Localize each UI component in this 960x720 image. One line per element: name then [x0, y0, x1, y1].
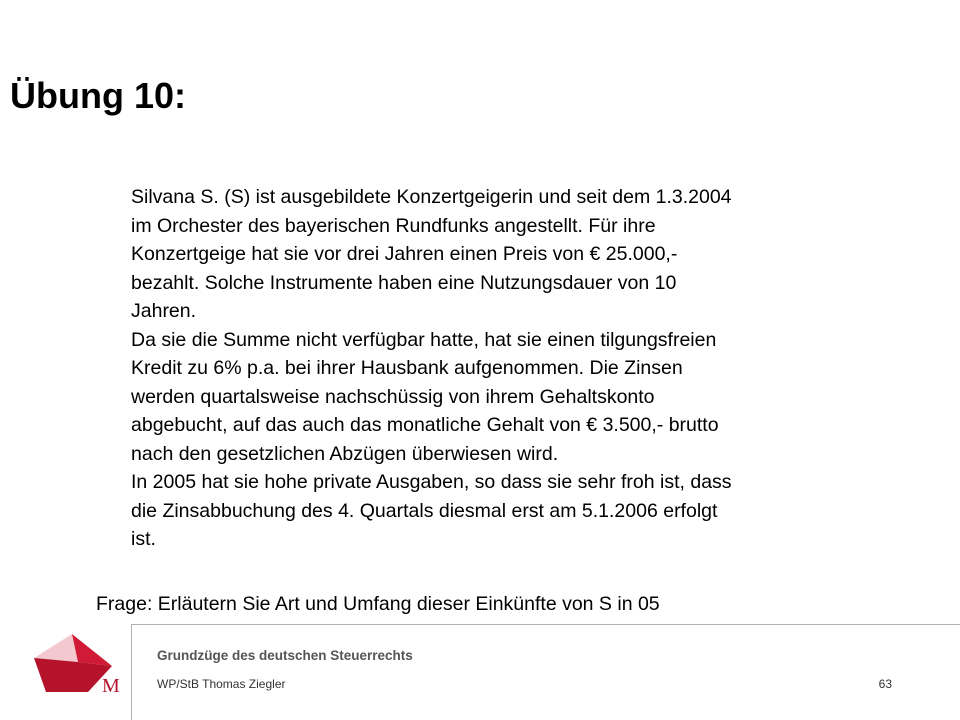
text-line: die Zinsabbuchung des 4. Quartals diesmal erst am 5.1.2006 erfolgt [131, 499, 718, 522]
question-text: Frage: Erläutern Sie Art und Umfang dieser Einkünfte von S in 05 [96, 593, 660, 615]
logo-red-facet [72, 634, 112, 666]
footer-divider-vertical [131, 624, 132, 720]
logo-light-facet [34, 634, 78, 662]
text-line: In 2005 hat sie hohe private Ausgaben, so dass sie sehr froh ist, dass [131, 471, 732, 493]
footer-course-title: Grundzüge des deutschen Steuerrechts [157, 648, 413, 663]
text-line: Konzertgeige hat sie vor drei Jahren einen Preis von € 25.000,- [131, 243, 678, 265]
text-line: Silvana S. (S) ist ausgebildete Konzertgeigerin und seit dem 1.3.2004 [131, 186, 732, 208]
text-line: ist. [131, 528, 156, 550]
text-line: im Orchester des bayerischen Rundfunks angestellt. Für ihre [131, 214, 656, 237]
university-logo-icon [20, 622, 124, 694]
footer-divider-horizontal [131, 624, 960, 625]
text-line: Da sie die Summe nicht verfügbar hatte, hat sie einen tilgungsfreien [131, 328, 717, 351]
text-line: werden quartalsweise nachschüssig von ihrem Gehaltskonto [131, 385, 655, 408]
text-line: Kredit zu 6% p.a. bei ihrer Hausbank aufgenommen. Die Zinsen [131, 357, 683, 379]
logo-letter: M [102, 675, 120, 694]
text-line: abgebucht, auf das auch das monatliche Gehalt von € 3.500,- brutto [131, 414, 719, 436]
footer-author: WP/StB Thomas Ziegler [157, 677, 286, 691]
slide-title: Übung 10: [10, 75, 186, 116]
page-number: 63 [878, 677, 892, 691]
text-line: nach den gesetzlichen Abzügen überwiesen wird. [131, 442, 559, 465]
text-line: Jahren. [131, 300, 197, 322]
exercise-text [131, 183, 891, 554]
text-line: bezahlt. Solche Instrumente haben eine Nutzungsdauer von 10 [131, 271, 677, 294]
